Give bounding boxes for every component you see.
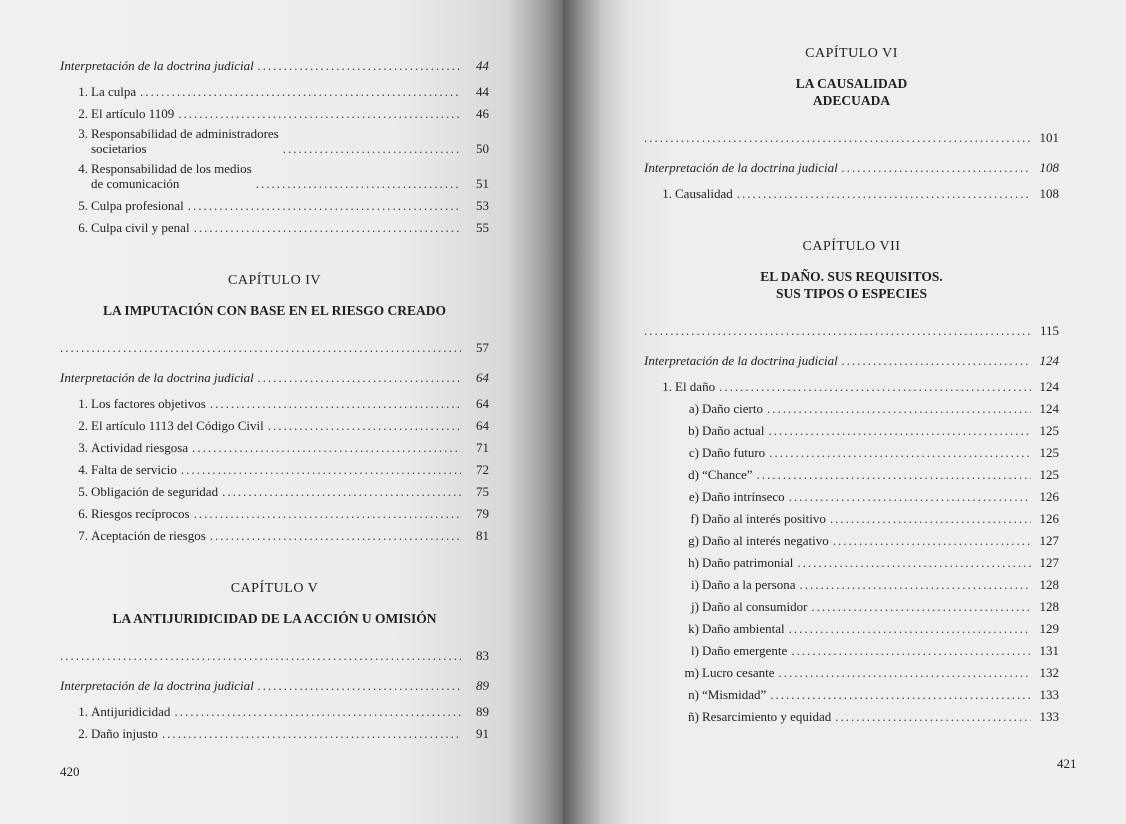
toc-subentry <box>644 548 1059 570</box>
leader-dots <box>842 353 1031 368</box>
entry-page: 64 <box>476 396 489 411</box>
toc-subentry <box>644 614 1059 636</box>
toc-subentry <box>644 702 1059 724</box>
entry-number: l) <box>691 643 699 658</box>
entry-number: 1. <box>662 379 672 394</box>
entry-page: 44 <box>476 84 489 99</box>
chapter-label: CAPÍTULO IV <box>228 273 321 288</box>
toc-entry <box>60 156 489 191</box>
chapter-label: CAPÍTULO V <box>230 581 319 596</box>
entry-page: 53 <box>476 198 489 213</box>
entry-title: La culpa <box>91 84 137 99</box>
entry-number: 1. <box>662 186 672 201</box>
entry-page: 81 <box>476 528 489 543</box>
entry-page: 127 <box>1039 555 1059 570</box>
leader-dots <box>192 440 461 455</box>
toc-entry <box>644 179 1059 201</box>
leader-dots <box>181 462 461 477</box>
entry-page: 131 <box>1039 643 1059 658</box>
entry-number: 4. <box>78 462 88 477</box>
entry-page: 124 <box>1039 379 1059 394</box>
toc-entry-interpretation <box>60 671 489 693</box>
toc-subentry <box>644 438 1059 460</box>
entry-number: h) <box>688 555 699 570</box>
entry-title <box>91 126 279 156</box>
entry-title: Daño injusto <box>91 726 158 741</box>
entry-title: Resarcimiento y equidad <box>702 709 832 724</box>
leader-dots <box>768 423 1031 438</box>
entry-number: 6. <box>78 220 88 235</box>
entry-page: 89 <box>476 704 489 719</box>
entry-number: ñ) <box>688 709 699 724</box>
entry-title: El artículo 1109 <box>91 106 175 121</box>
entry-page: 133 <box>1039 687 1059 702</box>
entry-number: g) <box>688 533 699 548</box>
chapter-title-line: SUS TIPOS O ESPECIES <box>776 286 927 301</box>
entry-number: k) <box>688 621 699 636</box>
chapter-title <box>644 75 1059 109</box>
leader-dots <box>835 709 1031 724</box>
leader-dots <box>811 599 1031 614</box>
entry-page: 128 <box>1039 577 1059 592</box>
toc-entry <box>60 213 489 235</box>
entry-title: Daño al interés positivo <box>702 511 826 526</box>
entry-title: Lucro cesante <box>702 665 775 680</box>
entry-page: 83 <box>476 648 489 663</box>
entry-page: 128 <box>1039 599 1059 614</box>
toc-entry-interpretation <box>644 346 1059 368</box>
entry-number: 3. <box>78 126 88 141</box>
leader-dots <box>140 84 461 99</box>
leader-dots <box>258 678 461 693</box>
entry-page: 75 <box>476 484 489 499</box>
entry-title: Daño patrimonial <box>702 555 794 570</box>
leader-dots <box>644 323 1031 338</box>
toc-subentry <box>644 570 1059 592</box>
entry-page: 46 <box>476 106 489 121</box>
entry-page: 50 <box>476 141 489 156</box>
toc-subentry <box>644 680 1059 702</box>
page-number: 421 <box>1057 756 1077 771</box>
entry-page: 126 <box>1039 511 1059 526</box>
toc-entry <box>60 477 489 499</box>
toc-entry-intro <box>644 316 1059 338</box>
entry-page: 44 <box>476 58 489 73</box>
entry-title: Daño intrínseco <box>702 489 785 504</box>
leader-dots <box>256 176 461 191</box>
entry-title: Actividad riesgosa <box>91 440 189 455</box>
entry-title: Daño a la persona <box>702 577 796 592</box>
toc-subentry <box>644 482 1059 504</box>
entry-page: 55 <box>476 220 489 235</box>
chapter-title: LA IMPUTACIÓN CON BASE EN EL RIESGO CREADO <box>103 303 446 318</box>
entry-title: Interpretación de la doctrina judicial <box>644 353 838 368</box>
leader-dots <box>830 511 1031 526</box>
entry-title: Interpretación de la doctrina judicial <box>644 160 838 175</box>
leader-dots <box>268 418 461 433</box>
entry-page: 79 <box>476 506 489 521</box>
entry-number: 2. <box>78 726 88 741</box>
entry-number: 5. <box>78 484 88 499</box>
entry-title: Obligación de seguridad <box>91 484 219 499</box>
leader-dots <box>737 186 1031 201</box>
toc-subentry <box>644 394 1059 416</box>
entry-page: 125 <box>1039 423 1059 438</box>
chapter-title-line: LA CAUSALIDAD <box>795 76 908 91</box>
toc-entry <box>60 499 489 521</box>
chapter-title-line: ADECUADA <box>812 93 891 108</box>
entry-number: 3. <box>78 440 88 455</box>
entry-title: Daño al consumidor <box>702 599 808 614</box>
chapter-title-line: EL DAÑO. SUS REQUISITOS. <box>760 269 943 284</box>
entry-number: c) <box>688 445 699 460</box>
right-page <box>563 0 1126 824</box>
entry-number: 1. <box>78 704 88 719</box>
entry-title: El artículo 1113 del Código Civil <box>91 418 264 433</box>
entry-number: 7. <box>78 528 88 543</box>
entry-page: 124 <box>1039 353 1059 368</box>
entry-title: Culpa profesional <box>91 198 184 213</box>
entry-number: 5. <box>78 198 88 213</box>
leader-dots <box>797 555 1031 570</box>
toc-entry <box>60 521 489 543</box>
entry-page: 64 <box>476 418 489 433</box>
entry-title-line: societarios <box>91 141 147 156</box>
toc-entry <box>60 433 489 455</box>
entry-number: j) <box>691 599 699 614</box>
chapter-label: CAPÍTULO VI <box>805 46 898 61</box>
entry-number: 4. <box>78 161 88 176</box>
left-toc <box>60 51 489 741</box>
entry-title: “Mismidad” <box>702 687 767 702</box>
entry-title: Daño cierto <box>702 401 764 416</box>
leader-dots <box>194 506 461 521</box>
entry-page: 129 <box>1039 621 1059 636</box>
entry-title-line: de comunicación <box>91 176 180 191</box>
entry-page: 101 <box>1039 130 1059 145</box>
entry-title: El daño <box>675 379 716 394</box>
entry-title: Daño al interés negativo <box>702 533 829 548</box>
entry-page: 125 <box>1039 445 1059 460</box>
entry-number: d) <box>688 467 699 482</box>
entry-number: f) <box>690 511 699 526</box>
toc-subentry <box>644 526 1059 548</box>
entry-page: 126 <box>1039 489 1059 504</box>
page-number: 420 <box>60 764 80 779</box>
entry-number: a) <box>688 401 699 416</box>
leader-dots <box>178 106 461 121</box>
leader-dots <box>60 340 461 355</box>
toc-entry <box>60 455 489 477</box>
entry-title: Falta de servicio <box>91 462 177 477</box>
leader-dots <box>210 396 461 411</box>
leader-dots <box>194 220 461 235</box>
entry-page: 124 <box>1039 401 1059 416</box>
leader-dots <box>800 577 1032 592</box>
entry-page: 132 <box>1039 665 1059 680</box>
leader-dots <box>789 621 1031 636</box>
entry-title <box>91 161 252 191</box>
leader-dots <box>60 648 461 663</box>
chapter-title: LA ANTIJURIDICIDAD DE LA ACCIÓN U OMISIÓN <box>112 611 437 626</box>
entry-page: 57 <box>476 340 489 355</box>
toc-entry <box>60 719 489 741</box>
entry-title: Antijuridicidad <box>91 704 171 719</box>
leader-dots <box>842 160 1031 175</box>
entry-title: Interpretación de la doctrina judicial <box>60 58 254 73</box>
entry-number: 1. <box>78 396 88 411</box>
entry-number: 2. <box>78 418 88 433</box>
toc-entry-interpretation <box>644 153 1059 175</box>
entry-number: 1. <box>78 84 88 99</box>
leader-dots <box>833 533 1031 548</box>
right-toc <box>644 46 1059 724</box>
entry-title-line: Responsabilidad de administradores <box>91 126 279 141</box>
entry-page: 127 <box>1039 533 1059 548</box>
toc-entry-interpretation <box>60 51 489 73</box>
leader-dots <box>258 58 461 73</box>
entry-number: m) <box>684 665 699 680</box>
entry-page: 108 <box>1039 186 1059 201</box>
entry-page: 51 <box>476 176 489 191</box>
leader-dots <box>779 665 1031 680</box>
leader-dots <box>644 130 1031 145</box>
leader-dots <box>283 141 461 156</box>
entry-page: 125 <box>1039 467 1059 482</box>
entry-page: 91 <box>476 726 489 741</box>
entry-title-line: Responsabilidad de los medios <box>91 161 252 176</box>
leader-dots <box>188 198 461 213</box>
leader-dots <box>174 704 461 719</box>
entry-title: Daño emergente <box>702 643 788 658</box>
toc-subentry <box>644 504 1059 526</box>
toc-entry <box>644 372 1059 394</box>
entry-page: 115 <box>1039 323 1059 338</box>
entry-page: 89 <box>476 678 489 693</box>
entry-page: 72 <box>476 462 489 477</box>
leader-dots <box>791 643 1031 658</box>
toc-subentry <box>644 636 1059 658</box>
toc-entry <box>60 389 489 411</box>
toc-entry-intro <box>60 333 489 355</box>
chapter-label: CAPÍTULO VII <box>802 239 901 254</box>
toc-subentry <box>644 658 1059 680</box>
toc-entry-intro <box>60 641 489 663</box>
toc-subentry <box>644 460 1059 482</box>
entry-title: Causalidad <box>675 186 733 201</box>
leader-dots <box>210 528 461 543</box>
entry-number: b) <box>688 423 699 438</box>
entry-title: Daño futuro <box>702 445 766 460</box>
entry-page: 133 <box>1039 709 1059 724</box>
entry-title: Culpa civil y penal <box>91 220 190 235</box>
entry-number: 2. <box>78 106 88 121</box>
toc-entry <box>60 697 489 719</box>
toc-entry-interpretation <box>60 363 489 385</box>
leader-dots <box>222 484 461 499</box>
entry-title: Aceptación de riesgos <box>91 528 206 543</box>
entry-title: Daño ambiental <box>702 621 785 636</box>
entry-page: 71 <box>476 440 489 455</box>
entry-title: Los factores objetivos <box>91 396 206 411</box>
entry-title: Daño actual <box>702 423 765 438</box>
leader-dots <box>258 370 461 385</box>
leader-dots <box>769 445 1031 460</box>
leader-dots <box>789 489 1031 504</box>
leader-dots <box>719 379 1031 394</box>
leader-dots <box>162 726 461 741</box>
toc-entry <box>60 99 489 121</box>
entry-number: n) <box>688 687 699 702</box>
chapter-title <box>644 268 1059 302</box>
entry-page: 108 <box>1039 160 1059 175</box>
entry-title: Interpretación de la doctrina judicial <box>60 678 254 693</box>
entry-title: Riesgos recíprocos <box>91 506 190 521</box>
toc-subentry <box>644 592 1059 614</box>
entry-number: 6. <box>78 506 88 521</box>
entry-page: 64 <box>476 370 489 385</box>
leader-dots <box>767 401 1031 416</box>
toc-entry-intro <box>644 123 1059 145</box>
leader-dots <box>770 687 1031 702</box>
entry-number: e) <box>688 489 699 504</box>
leader-dots <box>757 467 1031 482</box>
entry-title: “Chance” <box>702 467 753 482</box>
toc-entry <box>60 77 489 99</box>
toc-entry <box>60 411 489 433</box>
entry-number: i) <box>691 577 699 592</box>
toc-entry <box>60 121 489 156</box>
toc-subentry <box>644 416 1059 438</box>
toc-entry <box>60 191 489 213</box>
entry-title: Interpretación de la doctrina judicial <box>60 370 254 385</box>
